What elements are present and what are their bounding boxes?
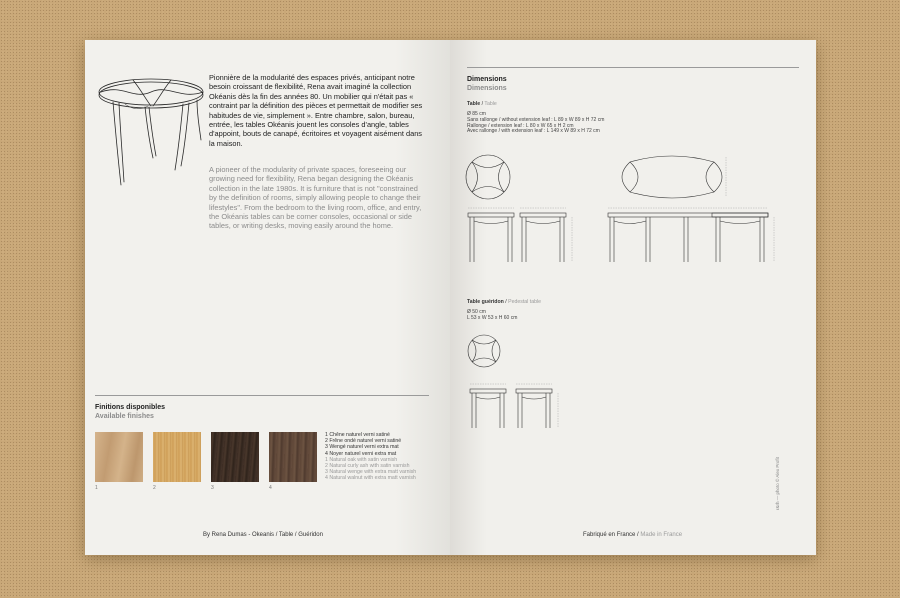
- spec-line: Avec rallonge / with extension leaf : L 149 x W 89 x H 72 cm: [467, 128, 600, 135]
- finish-item-en: 2 Natural curly ash with satin varnish: [325, 463, 410, 470]
- finish-item-fr: 1 Chêne naturel verni satiné: [325, 432, 390, 438]
- spec-line: Sans rallonge / without extension leaf : L 89 x W 89 x H 72 cm: [467, 116, 605, 123]
- table-top-view-drawing: [466, 155, 510, 199]
- divider: [95, 395, 429, 396]
- left-footer: By Rena Dumas - Okeanis / Table / Guéridon: [203, 532, 323, 538]
- dimensions-title-french: Dimensions: [467, 76, 507, 83]
- intro-text-english: A pioneer of the modularity of private spaces, foreseeing our growing need for flexibility, Rena began designing the Okéanis collection in the late 1980s. It is furniture that is not "constrained by the definition of rooms, simply allowing people to change their lifestyles". From the bedroom to the living room, office, and entry, the Okéanis tables can be corner consoles, occasional or side tables, or writing desks, moving easily around the home.: [209, 165, 422, 231]
- swatch-number: 4: [269, 485, 272, 491]
- gueridon-side-view-drawing: [470, 389, 552, 428]
- table-title-fr: Table: [467, 101, 481, 107]
- swatch-wenge: [211, 432, 259, 482]
- dimension-lines: [468, 157, 774, 428]
- made-in-en: Made in France: [640, 532, 683, 538]
- table-title-en: Table: [484, 101, 497, 107]
- table-section-title: Table / Table: [467, 101, 497, 107]
- swatch-oak: [95, 432, 143, 482]
- swatch-number: 1: [95, 485, 98, 491]
- dimensions-title-english: Dimensions: [467, 85, 507, 92]
- finish-item-en: 4 Natural walnut with extra matt varnish: [325, 475, 416, 482]
- finish-item-en: 1 Natural oak with satin varnish: [325, 456, 398, 463]
- spec-line: Rallonge / extension leaf : L 80 x W 65 x H 2 cm: [467, 122, 574, 129]
- extended-table-top-view-drawing: [622, 156, 722, 198]
- spec-line: Ø 50 cm: [467, 309, 486, 315]
- table-sketch-illustration: [93, 70, 208, 190]
- extended-table-side-view-drawing: [608, 213, 768, 262]
- swatch-curly-ash: [153, 432, 201, 482]
- gueridon-section-title: Table guéridon / Pedestal table: [467, 299, 542, 305]
- intro-text-french: Pionnière de la modularité des espaces privés, anticipant notre besoin croissant de flexibilité, Rena avait imaginé la collection Okéanis dès la fin des années 80. Un mobilier qui n'était pas « contraint par la définition des pièces et permettait de modifier ses habitudes de vie, simplement ». Entre chambre, salon, bureau, entrée, les tables Okéanis jouent les consoles d'angle, tables d'appoint, bouts de canapé, écritoires et voyagent aisément dans la maison.: [209, 73, 423, 148]
- right-page: [450, 40, 816, 555]
- right-footer: Fabriqué en France / Made in France: [583, 532, 683, 538]
- gueridon-top-view-drawing: [468, 335, 500, 367]
- made-in-fr: Fabriqué en France: [583, 532, 636, 538]
- finishes-title-english: Available finishes: [95, 413, 154, 420]
- table-side-view-drawing: [468, 213, 566, 262]
- swatch-number: 2: [153, 485, 156, 491]
- technical-drawings: [450, 40, 816, 555]
- spec-line: Ø 85 cm: [467, 111, 486, 117]
- gueridon-title-en: Pedestal table: [508, 299, 542, 305]
- finishes-title-french: Finitions disponibles: [95, 404, 165, 411]
- swatch-number: 3: [211, 485, 214, 491]
- gueridon-title-fr: Table guéridon: [467, 299, 504, 305]
- finish-item-fr: 2 Frêne ondé naturel verni satiné: [325, 438, 402, 445]
- finish-item-fr: 3 Wengé naturel verni extra mat: [325, 444, 399, 451]
- finish-item-fr: 4 Noyer naturel verni extra mat: [325, 450, 397, 457]
- spec-line: L 53 x W 53 x H 60 cm: [467, 314, 518, 321]
- photo-credit: r&rh — photo © Alex Profit: [775, 457, 780, 510]
- finish-item-en: 3 Natural wenge with extra matt varnish: [325, 469, 417, 476]
- finishes-list: [325, 432, 416, 482]
- swatch-walnut: [269, 432, 317, 482]
- left-page: [85, 40, 450, 555]
- brochure-spread: [85, 40, 816, 555]
